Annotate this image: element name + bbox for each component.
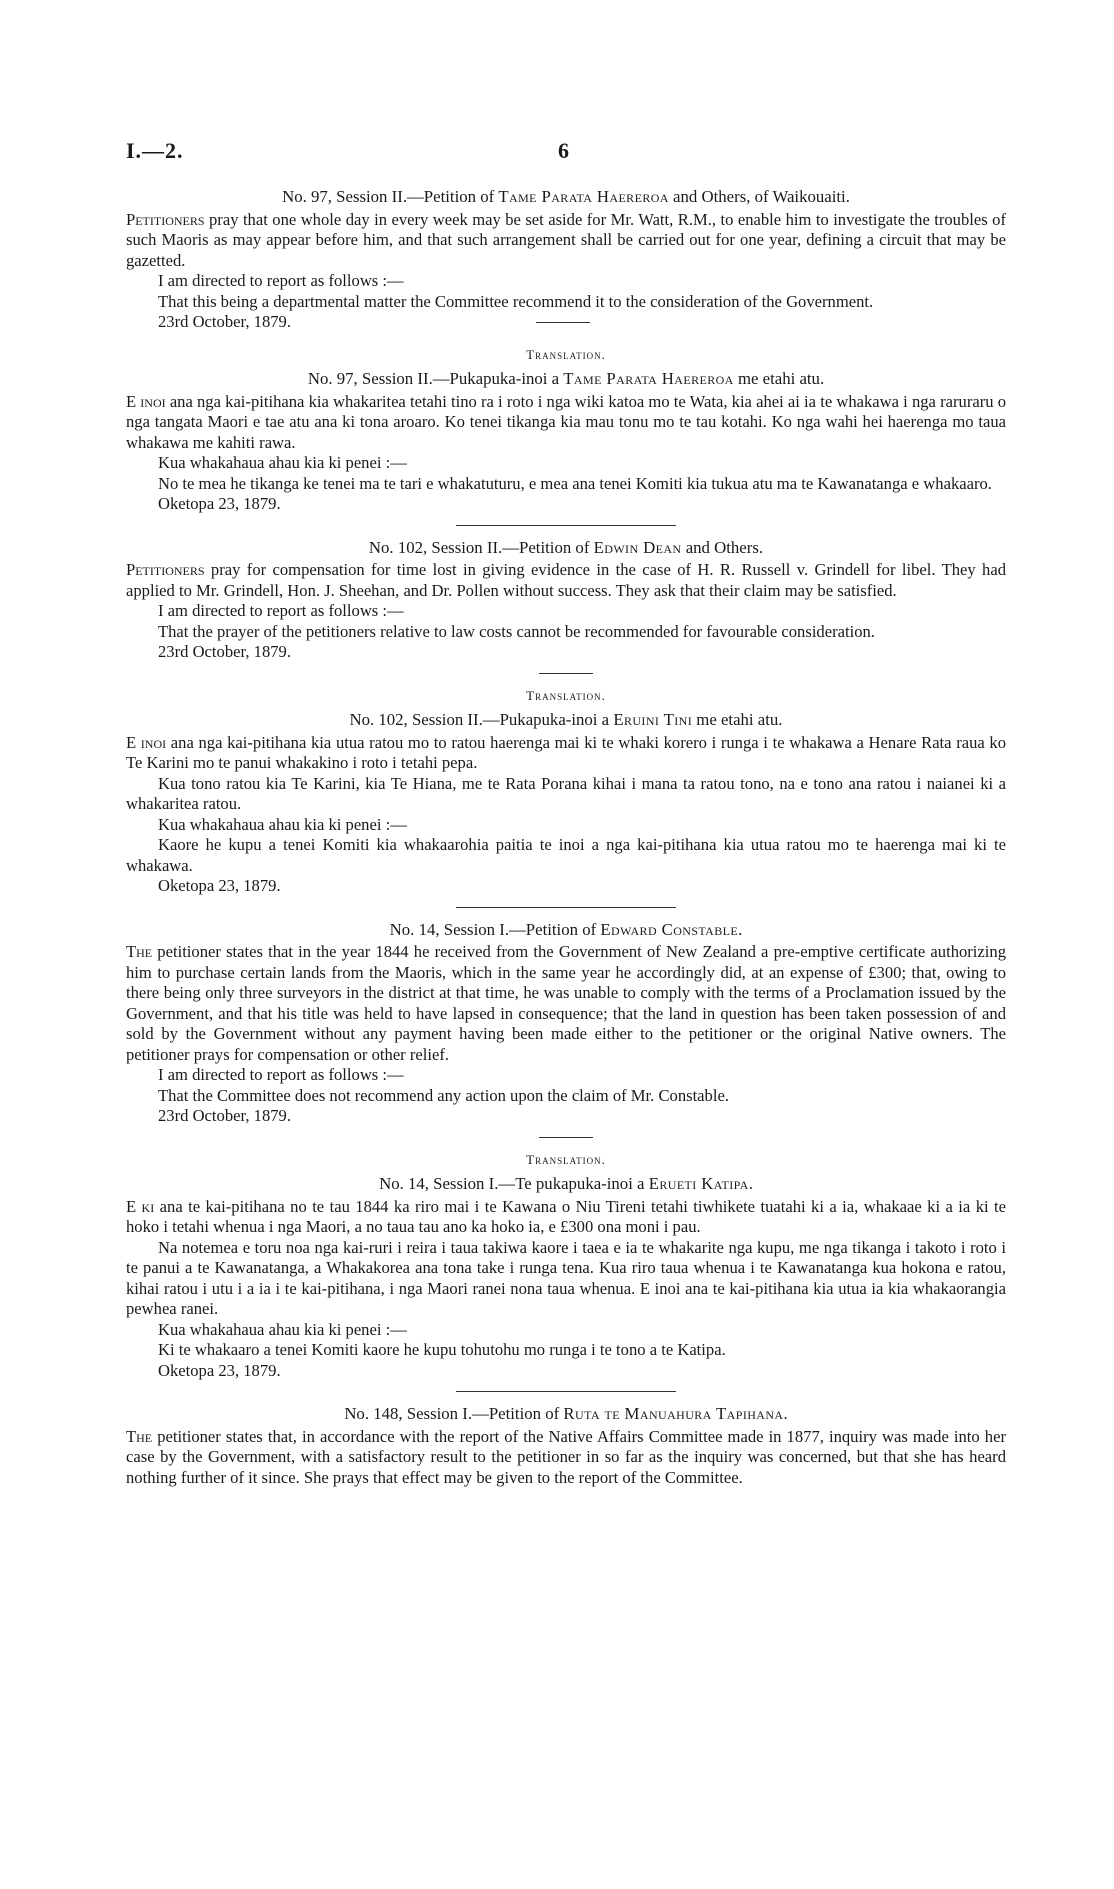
directed-line: Kua whakahaua ahau kia ki penei :— <box>158 453 407 472</box>
report-date: Oketopa 23, 1879. <box>158 876 281 895</box>
committee-report: No te mea he tikanga ke tenei ma te tari e whakatuturu, e mea ana tenei Komiti kia tukua atu ma te Kawanatanga e whakaaro. <box>158 473 992 493</box>
committee-report: Ki te whakaaro a tenei Komiti kaore he kupu tohutohu mo runga i te tono a te Katipa. <box>158 1340 726 1359</box>
section-divider <box>539 673 593 674</box>
petitioner-name: Edwin Dean <box>593 537 682 557</box>
translation-body: E inoi ana nga kai-pitihana kia whakaritea tetahi tino ra i roto i nga wiki katoa mo te Wata, kia ahei ai ia te whakawa i nga raruraru o nga tangata Maori e tae atu ana ki tona aroaro. Ko tenei tikanga kia mau tonu mo te tau kotahi. Ko nga wahi hei haerenga mo taua whakawa me kahiti rawa. <box>126 391 1006 452</box>
report-date: Oketopa 23, 1879. <box>158 494 281 513</box>
petitioner-name: Eruini Tini <box>613 710 693 729</box>
translation-heading: No. 102, Session II.—Pukapuka-inoi a Eruini Tini me etahi atu. <box>349 710 783 729</box>
page-number: 6 <box>558 138 569 163</box>
committee-report: That the Committee does not recommend any action upon the claim of Mr. Constable. <box>158 1085 729 1105</box>
section-divider <box>539 1137 593 1138</box>
translation-heading: No. 97, Session II.—Pukapuka-inoi a Tame Parata Haereroa me etahi atu. <box>307 369 825 388</box>
section-divider <box>536 322 590 323</box>
petition-body: The petitioner states that in the year 1844 he received from the Government of New Zealand a pre-emptive certificate authorizing him to purchase certain lands from the Maoris, which in the same year he accordingly did, at an expense of £300; that, owing to there being only three surveyors in the district at that time, he was unable to comply with the terms of a Proclamation issued by the Government, and that his title was held to have lapsed in consequence; that the land in question has been taken possession of and sold by the Government without any payment having been made either to the petitioner or the original Native owners. The petitioner prays for compensation or other relief. <box>126 942 1006 1064</box>
report-date: Oketopa 23, 1879. <box>158 1360 281 1380</box>
committee-report: That this being a departmental matter the Committee recommend it to the consideration of the Government. <box>158 291 874 311</box>
petition-body: Petitioners pray that one whole day in every week may be set aside for Mr. Watt, R.M., to enable him to investigate the troubles of such Maoris as may appear before him, and that such arrangement shall be carried out for one year, defining a circuit that may be gazetted. <box>126 209 1006 270</box>
directed-line: I am directed to report as follows :— <box>158 271 404 290</box>
section-divider <box>456 907 676 908</box>
committee-report: Kaore he kupu a tenei Komiti kia whakaarohia paitia te inoi a nga kai-pitihana kia utua ratou mo te haerenga mai ki te whakawa. <box>126 835 1006 875</box>
translation-14 <box>126 1150 1006 1393</box>
page-content <box>126 183 1006 1488</box>
petition-heading: No. 14, Session I.—Petition of Edward Constable. <box>389 919 743 939</box>
running-header <box>126 138 988 168</box>
translation-body: E inoi ana nga kai-pitihana kia utua ratou mo to ratou haerenga mai ki te whaki korero i runga i te whakawa a Henare Rata raua ko Te Karini mo te panui whakakino i roto i tetahi pepa. <box>126 732 1007 772</box>
translation-paragraph: Kua tono ratou kia Te Karini, kia Te Hiana, me te Rata Porana kihai i mana ta ratou tono, na e tono ana ratou i naianei ki a whakaritea ratou. <box>126 773 1006 813</box>
petition-14 <box>126 920 1006 1138</box>
petitioner-name: Ruta te Manuahura Tapihana <box>563 1404 784 1423</box>
petition-heading: No. 148, Session I.—Petition of Ruta te Manuahura Tapihana. <box>344 1404 788 1423</box>
petitioner-name: Tame Parata Haereroa <box>563 369 734 388</box>
directed-line: Kua whakahaua ahau kia ki penei :— <box>158 1319 407 1339</box>
report-date: 23rd October, 1879. <box>158 642 291 661</box>
petitioner-name: Edward Constable <box>600 919 739 939</box>
translation-title: Translation. <box>526 1151 606 1167</box>
translation-body: E ki ana te kai-pitihana no te tau 1844 ka riro mai i te Kawana o Niu Tireni tetahi tiwhikete tuatahi ki a ia, whakaae ki a ia ki te hoko i tetahi whenua i nga Maori, a no taua tau ano ka hoko ia, e £300 ona moni i pau. <box>126 1196 1007 1236</box>
translation-97 <box>126 345 1006 526</box>
directed-line: Kua whakahaua ahau kia ki penei :— <box>158 814 407 834</box>
petitioner-name: Tame Parata Haereroa <box>498 187 669 206</box>
translation-heading: No. 14, Session I.—Te pukapuka-inoi a Erueti Katipa. <box>379 1174 753 1193</box>
petitioner-name: Erueti Katipa <box>648 1174 749 1193</box>
petition-97 <box>126 187 1006 333</box>
petition-148 <box>126 1404 1006 1488</box>
petition-body: Petitioners pray for compensation for time lost in giving evidence in the case of H. R. Russell v. Grindell for libel. They had applied to Mr. Grindell, Hon. J. Sheehan, and Dr. Pollen without success. They ask that their claim may be satisfied. <box>126 560 1006 600</box>
translation-paragraph: Na notemea e toru noa nga kai-ruri i reira i taua takiwa kaore i taea e ia te whakarite nga kupu, me nga tikanga i takoto i roto i te panui a te Kawanatanga, a Whakakorea ana tona take i runga tena. Kua riro taua whenua i te Kawanatanga kua hokona e ratou, kihai ratou i utu i a ia i te kai-pitihana, i nga Maori ranei nona taua whenua. E inoi ana te kai-pitihana kia utua ia kia whakaorangia pewhea ranei. <box>126 1237 1006 1318</box>
translation-title: Translation. <box>526 687 606 703</box>
report-date: 23rd October, 1879. <box>158 312 291 331</box>
report-date: 23rd October, 1879. <box>158 1106 291 1125</box>
directed-line: I am directed to report as follows :— <box>158 1065 404 1084</box>
translation-title: Translation. <box>526 346 606 362</box>
section-divider <box>456 1391 676 1392</box>
directed-line: I am directed to report as follows :— <box>158 601 404 620</box>
report-date-row <box>126 312 1006 333</box>
petition-heading: No. 97, Session II.—Petition of Tame Parata Haereroa and Others, of Waikouaiti. <box>282 187 850 206</box>
petition-102 <box>126 538 1006 674</box>
committee-report: That the prayer of the petitioners relative to law costs cannot be recommended for favourable consideration. <box>158 621 875 641</box>
section-divider <box>456 525 676 526</box>
parliamentary-paper-reference: I.—2. <box>126 138 184 163</box>
petition-heading: No. 102, Session II.—Petition of Edwin Dean and Others. <box>368 537 764 557</box>
translation-102 <box>126 686 1006 908</box>
petition-body: The petitioner states that, in accordance with the report of the Native Affairs Committee made in 1877, inquiry was made into her case by the Government, with a satisfactory result to the petitioner in so far as the inquiry was concerned, but that she has heard nothing further of it since. She prays that effect may be given to the report of the Committee. <box>126 1426 1006 1487</box>
